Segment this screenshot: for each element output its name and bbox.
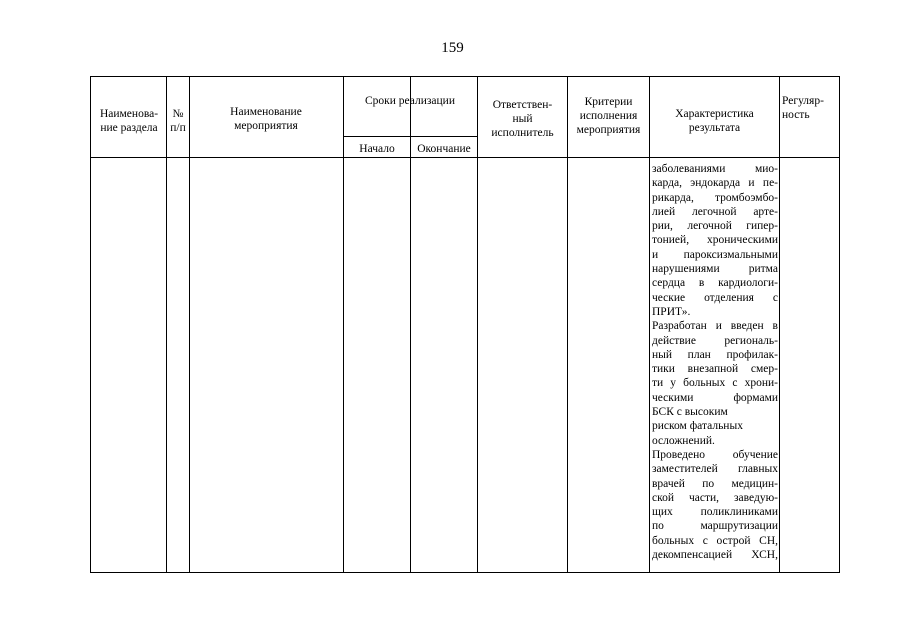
- column-divider: [779, 77, 780, 572]
- column-divider: [567, 77, 568, 572]
- result-text-line: ный план профилак-: [652, 348, 778, 361]
- result-text-line: рии, легочной гипер-: [652, 220, 778, 233]
- result-text-line: лией легочной арте-: [652, 205, 778, 218]
- header-bottom-rule: [91, 157, 839, 158]
- result-description-text: [652, 162, 778, 562]
- result-text-line: тики внезапной смер-: [652, 363, 778, 376]
- page-number: 159: [441, 40, 464, 56]
- result-text-line: нарушениями ритма: [652, 263, 778, 276]
- result-text-line: щих поликлиниками: [652, 506, 778, 519]
- result-text-line: Проведено обучение: [652, 448, 778, 461]
- header-start: Начало: [359, 143, 395, 155]
- activities-table: [90, 76, 840, 573]
- header-criteria: Критерии исполнения мероприятия: [576, 96, 641, 136]
- header-end: Окончание: [417, 143, 471, 155]
- result-text-line: карда, эндокарда и пе-: [652, 177, 778, 190]
- result-text-line: тонией, хроническими: [652, 234, 778, 247]
- result-text-line: действие региональ-: [652, 334, 778, 347]
- result-text-line: риском фатальных: [652, 420, 743, 433]
- result-text-line: ПРИТ».: [652, 305, 691, 318]
- result-text-line: декомпенсацией ХСН,: [652, 549, 778, 562]
- result-text-line: больных с острой СН,: [652, 534, 778, 547]
- header-implementation-period: Сроки реализации: [365, 95, 455, 107]
- column-divider: [477, 77, 478, 572]
- result-text-line: ческими формами: [652, 391, 778, 404]
- result-text-line: врачей по медицин-: [652, 477, 778, 490]
- result-text-line: рикарда, тромбоэмбо-: [652, 191, 778, 204]
- header-activity-name: Наименование мероприятия: [230, 106, 302, 132]
- result-text-line: Разработан и введен в: [652, 320, 778, 333]
- result-text-line: БСК с высоким: [652, 406, 728, 419]
- header-result-description: Характеристика результата: [675, 108, 754, 134]
- column-divider: [166, 77, 167, 572]
- result-text-line: ческие отделения с: [652, 291, 778, 304]
- period-subheader-rule: [343, 136, 477, 137]
- result-text-line: заболеваниями мио-: [652, 163, 778, 175]
- column-divider: [649, 77, 650, 572]
- header-item-number: № п/п: [170, 108, 186, 134]
- result-text-line: ской части, заведую-: [652, 491, 778, 504]
- result-text-line: сердца в кардиологи-: [652, 277, 778, 290]
- header-regularity: Регуляр- ность: [782, 95, 824, 121]
- result-text-line: и пароксизмальными: [652, 248, 778, 261]
- result-text-line: ти у больных с хрони-: [652, 377, 778, 390]
- header-section-name: Наименова- ние раздела: [99, 108, 159, 134]
- result-text-line: заместителей главных: [652, 463, 778, 476]
- result-text-line: осложнений.: [652, 434, 715, 447]
- header-responsible: Ответствен- ный исполнитель: [491, 99, 554, 139]
- column-divider: [189, 77, 190, 572]
- result-text-line: по маршрутизации: [652, 520, 778, 533]
